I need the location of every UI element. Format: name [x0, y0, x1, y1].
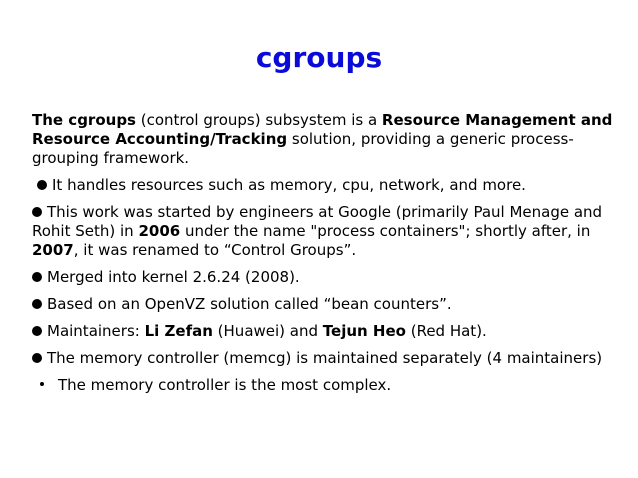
sub-bullet-memcg-complex [32, 376, 614, 395]
bullet-openvz [32, 295, 614, 314]
bullet-text: , it was renamed to “Control Groups”. [73, 241, 357, 259]
bullet-dot-icon [32, 353, 42, 363]
bullet-memcg [32, 349, 614, 368]
intro-bold-resource-management: Resource Management and Resource Accounting/Tracking [32, 111, 613, 148]
bullet-dot-icon [32, 207, 42, 217]
bullet-dot-icon [32, 299, 42, 309]
bullet-dot-icon [32, 326, 42, 336]
bullet-text: Merged into kernel 2.6.24 (2008). [47, 268, 300, 286]
bullet-text: under the name "process containers"; shortly after, in [180, 222, 591, 240]
bullet-text: This work was started by engineers at Google (primarily Paul Menage and Rohit Seth) in [32, 203, 603, 240]
bullet-text: (Huawei) and [212, 322, 323, 340]
sub-bullet-text: The memory controller is the most complex. [58, 376, 392, 394]
intro-paragraph [32, 111, 614, 168]
bullet-text: (Red Hat). [405, 322, 487, 340]
bullet-dot-icon [32, 272, 42, 282]
slide-body [32, 111, 614, 403]
bullet-text: Maintainers: [47, 322, 145, 340]
intro-bold-cgroups: The cgroups [32, 111, 136, 129]
bullet-resources [32, 176, 614, 195]
maintainer-tejun-heo: Tejun Heo [322, 322, 406, 340]
small-bullet-icon [40, 382, 44, 386]
bullet-text: It handles resources such as memory, cpu, network, and more. [52, 176, 526, 194]
bullet-maintainers [32, 322, 614, 341]
bullet-dot-icon [37, 180, 47, 190]
slide-title: cgroups [255, 41, 383, 74]
bullet-text: The memory controller (memcg) is maintained separately (4 maintainers) [47, 349, 603, 367]
bullet-bold-2007: 2007 [32, 241, 74, 259]
bullet-bold-2006: 2006 [138, 222, 181, 240]
bullet-history [32, 203, 614, 260]
intro-text-1: (control groups) subsystem is a [135, 111, 382, 129]
bullet-kernel-merge [32, 268, 614, 287]
intro-text-2: solution, providing a generic process-grouping framework. [32, 130, 574, 167]
bullet-text: Based on an OpenVZ solution called “bean counters”. [47, 295, 452, 313]
maintainer-li-zefan: Li Zefan [144, 322, 213, 340]
